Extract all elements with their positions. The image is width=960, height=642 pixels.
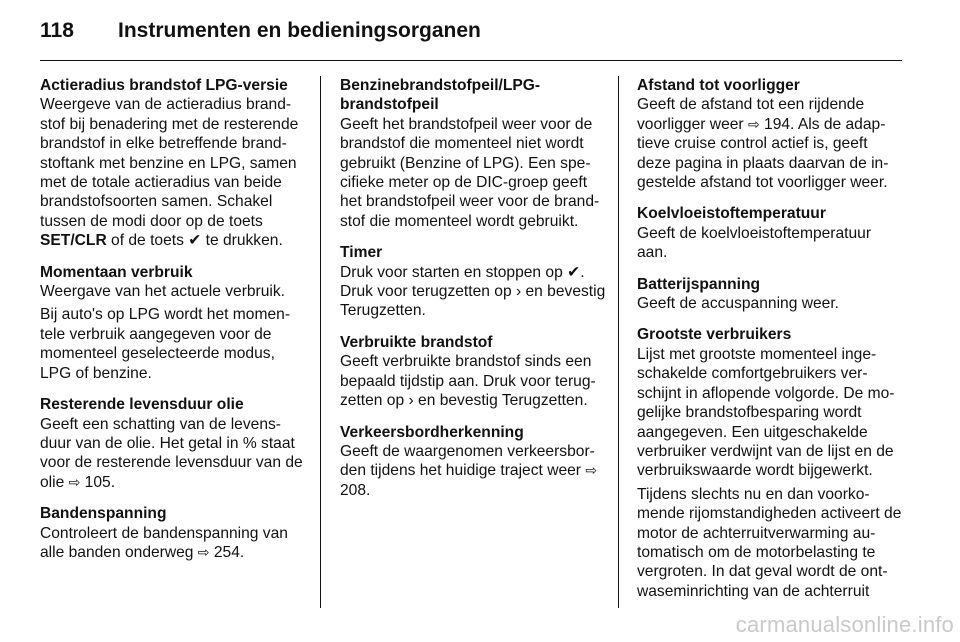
section-text: Bij auto's op LPG wordt het momentele verbruik aangegeven voor de momenteel geselecteerde modus, LPG of benzine. [40,306,291,382]
watermark: carmanualsonline.info [735,612,954,637]
arrow-right-outline-icon: ⇨ [585,462,598,479]
section-text: Geeft de accuspanning weer. [637,295,839,313]
section-text: Weergeve van de actieradius brandstof bij benadering met de resterende brandstof in elke betreffende brandstoftank met benzine en LPG, samen met de totale actieradius van beide brandstofsoorten samen. Schakel tussen de modi door op de toets SET/CLR of de toets ✔ te drukken. [40,96,299,250]
section-text: Geeft de koelvloeistoftemperatuur aan. [637,224,872,262]
section-range-lpg [40,76,306,251]
section-title: Actieradius brandstof LPG-versie [40,77,288,94]
arrow-right-outline-icon: ⇨ [197,543,210,560]
section-title: Koelvloeistoftemperatuur [637,205,826,223]
section-text: Controleert de bandenspanning van alle banden onderweg ⇨ 254. [40,524,288,561]
section-title: Bandenspanning [40,505,167,523]
section-text: Druk voor starten en stoppen op ✔. Druk voor terugzetten op › en bevestig Terugzetten. [340,263,606,320]
chapter-title: Instrumenten en bedieningsorganen [118,19,481,42]
set-clr-key: SET/CLR [40,232,107,250]
section-traffic-sign [340,423,606,501]
section-following-distance [637,76,903,192]
column-divider-1 [320,76,321,608]
column-divider-2 [618,76,619,608]
section-fuel-used [340,333,606,411]
section-title: Afstand tot voorligger [637,77,800,94]
header-rule [40,60,902,61]
section-instant-consumption [40,263,306,383]
section-title: Resterende levensduur olie [40,396,244,414]
arrow-right-outline-icon: ⇨ [68,473,81,490]
section-title: Grootste verbruikers [637,326,792,344]
section-text: Geeft de afstand tot een rijdende voorligger weer ⇨ 194. Als de adaptieve cruise control actief is, geeft deze pagina in plaats daarvan de ingestelde afstand tot voorligger weer. [637,96,889,192]
column-1 [40,76,306,574]
section-title: Batterijspanning [637,275,761,293]
section-timer [340,243,606,321]
section-title: Benzinebrandstofpeil/LPG-brandstofpeil [340,77,541,114]
section-text: Geeft de waargenomen verkeersborden tijdens het huidige traject weer ⇨ 208. [340,442,598,499]
section-top-consumers [637,325,903,601]
section-battery-voltage [637,275,903,314]
section-oil-life [40,395,306,492]
section-title: Momentaan verbruik [40,263,193,281]
section-text: Geeft verbruikte brandstof sinds een bepaald tijdstip aan. Druk voor terugzetten op › en bevestig Terugzetten. [340,353,596,410]
checkmark-icon: ✔ [567,263,581,281]
section-text: Geeft een schatting van de levensduur van de olie. Het getal in % staat voor de resterende levensduur van de olie ⇨ 105. [40,415,303,491]
section-text: Geeft het brandstofpeil weer voor de brandstof die momenteel niet wordt gebruikt (Benzine of LPG). Een specifieke meter op de DIC-groep geeft het brandstofpeil weer voor de brandstof die momenteel wordt gebruikt. [340,115,600,230]
section-fuel-level [340,76,606,231]
section-text: Tijdens slechts nu en dan voorkomende rijomstandigheden activeert de motor de achterruitverwarming automatisch om de motorbelasting te vergroten. In dat geval wordt de ontwaseminrichting van de achterruit [637,485,902,600]
column-3 [637,76,903,613]
chevron-right-icon: › [515,283,522,301]
section-title: Timer [340,244,383,262]
section-text: Weergave van het actuele verbruik. [40,283,286,301]
checkmark-icon: ✔ [188,232,202,250]
arrow-right-outline-icon: ⇨ [747,115,760,132]
page-header [40,18,920,44]
section-tyre-pressure [40,504,306,562]
section-title: Verkeersbordherkenning [340,423,524,441]
page-number: 118 [40,19,74,42]
section-title: Verbruikte brandstof [340,333,493,351]
section-text: Lijst met grootste momenteel ingeschakelde comfortgebruikers verschijnt in aflopende volgorde. De mogelijke brandstofbesparing wordt aangegeven. Een uitgeschakelde verbruiker verdwijnt van de lijst en de verbruikswaarde wordt bijgewerkt. [637,345,895,480]
column-2 [340,76,606,512]
chevron-right-icon: › [408,392,414,410]
section-coolant-temp [637,204,903,262]
